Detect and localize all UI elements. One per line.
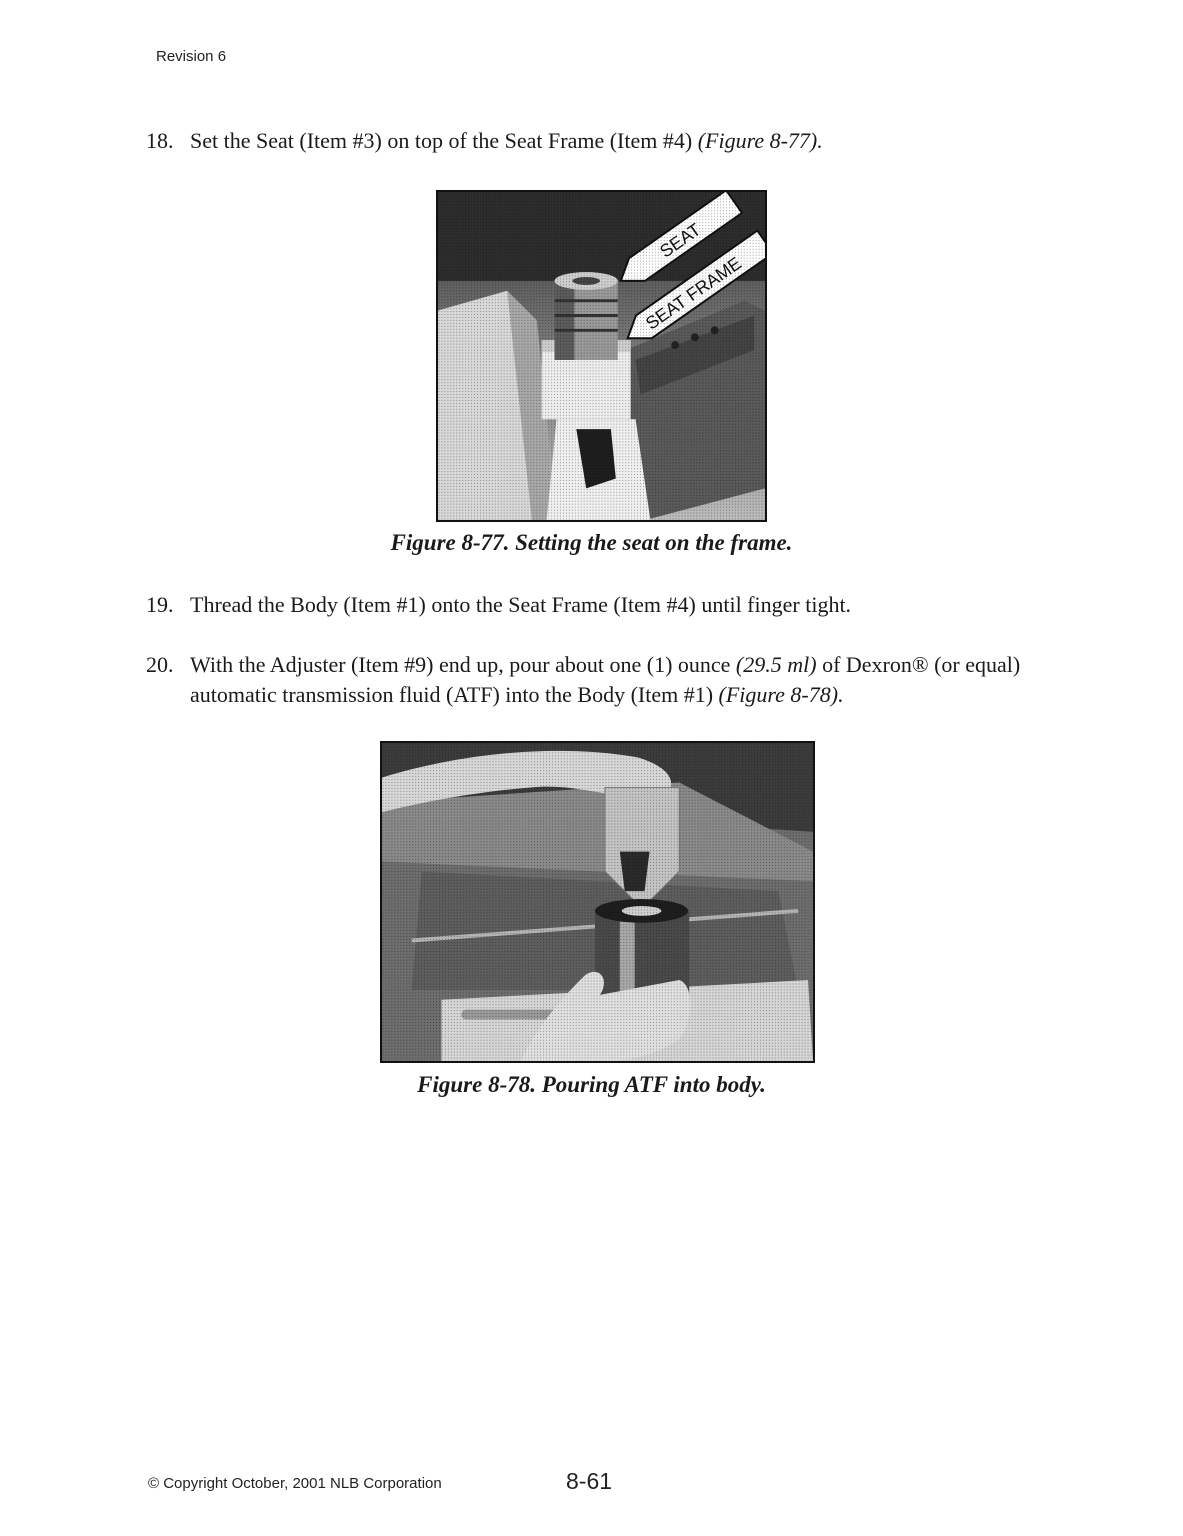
copyright-notice: © Copyright October, 2001 NLB Corporation xyxy=(148,1475,442,1492)
step-text xyxy=(146,650,1046,710)
revision-label: Revision 6 xyxy=(156,48,227,65)
step-19 xyxy=(146,590,1046,620)
step-18-text: Set the Seat (Item #3) on top of the Seat Frame (Item #4) xyxy=(190,128,698,153)
figure-8-77-caption: Figure 8-77. Setting the seat on the frame. xyxy=(390,530,793,555)
figure-8-78-photo xyxy=(380,741,815,1063)
seat-frame-photo xyxy=(438,192,765,520)
step-18 xyxy=(146,126,1046,156)
step-number: 18. xyxy=(146,128,174,153)
step-text xyxy=(146,126,1046,156)
step-number: 20. xyxy=(146,652,174,677)
step-20-text-b: of Dexron® (or equal) automatic transmission fluid (ATF) into the Body (Item #1) xyxy=(190,652,1021,707)
fluid-amount: (29.5 ml) xyxy=(735,652,817,677)
step-text: Thread the Body (Item #1) onto the Seat Frame (Item #4) until finger tight. xyxy=(190,592,852,617)
step-20 xyxy=(146,650,1046,710)
figure-8-77-photo xyxy=(436,190,767,522)
figure-8-78-caption: Figure 8-78. Pouring ATF into body. xyxy=(417,1072,766,1097)
figure-reference: (Figure 8-78). xyxy=(718,682,844,707)
figure-reference: (Figure 8-77). xyxy=(697,128,823,153)
pouring-atf-photo xyxy=(382,743,813,1061)
step-20-text-a: With the Adjuster (Item #9) end up, pour about one (1) ounce xyxy=(190,652,736,677)
page-number: 8-61 xyxy=(566,1468,613,1494)
step-number: 19. xyxy=(146,592,174,617)
